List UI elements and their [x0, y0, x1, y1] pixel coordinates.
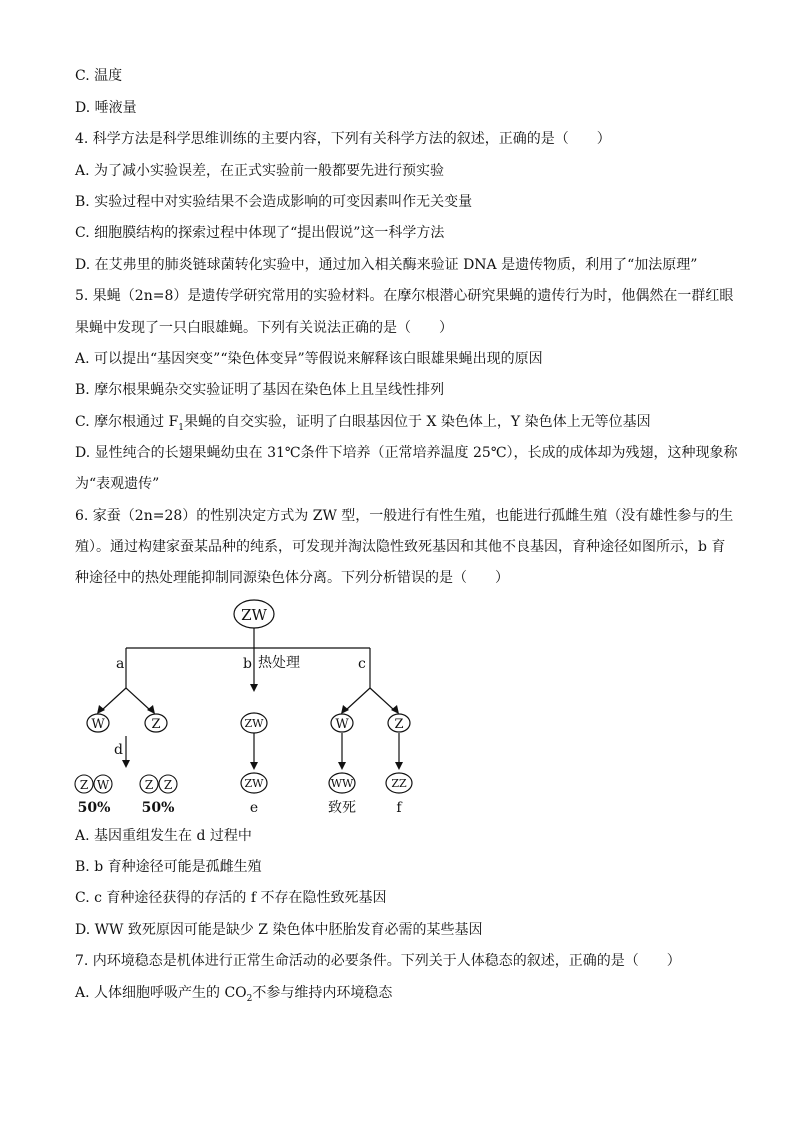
- option-5d-line1: D. 显性纯合的长翅果蝇幼虫在 31℃条件下培养（正常培养温度 25℃），长成的成体却为残翅，这种现象称: [75, 445, 738, 461]
- percent-zw: 50%: [77, 800, 111, 816]
- result-zw-w: W: [96, 778, 110, 792]
- breeding-diagram: [70, 596, 430, 818]
- option-6c: C. c 育种途径获得的存活的 f 不存在隐性致死基因: [75, 890, 387, 906]
- option-4b: B. 实验过程中对实验结果不会造成影响的可变因素叫作无关变量: [75, 194, 473, 210]
- heat-treatment-label: 热处理: [258, 655, 300, 671]
- option-7a-pre: A. 人体细胞呼吸产生的 CO: [75, 985, 247, 1001]
- zz-label: ZZ: [391, 777, 407, 790]
- top-zw-label: ZW: [241, 606, 267, 624]
- option-6d: D. WW 致死原因可能是缺少 Z 染色体中胚胎发育必需的某些基因: [75, 922, 483, 938]
- option-4d: D. 在艾弗里的肺炎链球菌转化实验中，通过加入相关酶来验证 DNA 是遗传物质，利用了“加法原理”: [75, 257, 698, 273]
- option-5d-line2: 为“表观遗传”: [75, 476, 160, 492]
- option-3c: C. 温度: [75, 68, 123, 84]
- w1-label: W: [91, 717, 105, 732]
- option-4c: C. 细胞膜结构的探索过程中体现了“提出假说”这一科学方法: [75, 225, 445, 241]
- question-7: 7. 内环境稳态是机体进行正常生命活动的必要条件。下列关于人体稳态的叙述，正确的是（ ）: [75, 953, 681, 969]
- f1-subscript: 1: [178, 422, 185, 433]
- question-6-line3: 种途径中的热处理能抑制同源染色体分离。下列分析错误的是（ ）: [75, 570, 509, 586]
- zw-mid-label: ZW: [244, 717, 264, 730]
- result-zz-z1: Z: [144, 778, 154, 792]
- z2-label: Z: [394, 717, 404, 732]
- option-5b: B. 摩尔根果蝇杂交实验证明了基因在染色体上且呈线性排列: [75, 382, 445, 398]
- option-5c: [75, 412, 651, 432]
- option-6a: A. 基因重组发生在 d 过程中: [75, 828, 252, 844]
- z1-label: Z: [151, 717, 161, 732]
- result-zz-z2: Z: [163, 778, 173, 792]
- option-7a: [75, 983, 392, 1003]
- branch-c-label: c: [358, 656, 366, 672]
- question-4: 4. 科学方法是科学思维训练的主要内容，下列有关科学方法的叙述，正确的是（ ）: [75, 131, 611, 147]
- zw-e-label: ZW: [244, 777, 264, 790]
- option-6b: B. b 育种途径可能是孤雌生殖: [75, 859, 262, 875]
- ww-label: WW: [330, 777, 354, 790]
- option-5c-post: 果蝇的自交实验，证明了白眼基因位于 X 染色体上，Y 染色体上无等位基因: [184, 414, 651, 430]
- question-6-line1: 6. 家蚕（2n=28）的性别决定方式为 ZW 型，一般进行有性生殖，也能进行孤雌生殖（没有雄性参与的生: [75, 508, 734, 524]
- option-5a: A. 可以提出“基因突变”“染色体变异”等假说来解释该白眼雄果蝇出现的原因: [75, 351, 543, 367]
- branch-b-label: b: [243, 656, 252, 672]
- question-5-line1: 5. 果蝇（2n=8）是遗传学研究常用的实验材料。在摩尔根潜心研究果蝇的遗传行为时，他偶然在一群红眼: [75, 288, 734, 304]
- option-7a-post: 不参与维持内环境稳态: [252, 985, 393, 1001]
- step-d-label: d: [114, 742, 123, 758]
- option-5c-pre: C. 摩尔根通过 F: [75, 414, 179, 430]
- label-f: f: [396, 800, 402, 816]
- option-4a: A. 为了减小实验误差，在正式实验前一般都要先进行预实验: [75, 163, 445, 179]
- w2-label: W: [335, 717, 349, 732]
- result-zw-z: Z: [79, 778, 89, 792]
- question-6-line2: 殖）。通过构建家蚕某品种的纯系，可发现并淘汰隐性致死基因和其他不良基因，育种途径如图所示，b 育: [75, 539, 726, 555]
- option-3d: D. 唾液量: [75, 100, 137, 116]
- label-e: e: [249, 800, 259, 816]
- percent-zz: 50%: [141, 800, 175, 816]
- co2-subscript: 2: [246, 993, 253, 1004]
- lethal-label: 致死: [328, 800, 356, 816]
- question-5-line2: 果蝇中发现了一只白眼雄蝇。下列有关说法正确的是（ ）: [75, 320, 453, 336]
- branch-a-label: a: [116, 656, 125, 672]
